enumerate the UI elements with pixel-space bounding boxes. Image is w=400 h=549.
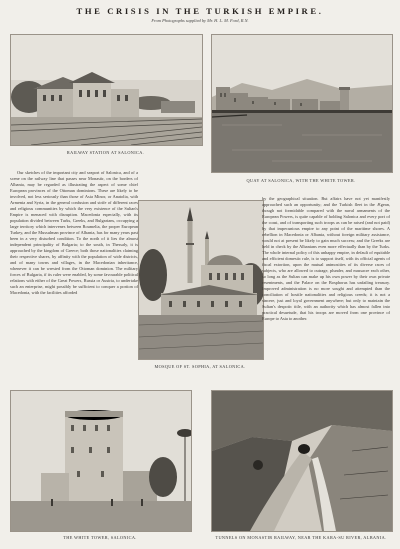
page-title: THE CRISIS IN THE TURKISH EMPIRE. (76, 6, 324, 16)
quay-caption: QUAY AT SALONICA, WITH THE WHITE TOWER. (246, 178, 356, 183)
page-subtitle: From Photographs supplied by Mr. H. L. M. Ford, R.N. (151, 18, 249, 23)
quay-photo (211, 34, 393, 173)
tunnels-photo (211, 390, 393, 532)
mosque-photo (138, 200, 264, 360)
article-right-text: by the geographical situation. But affairs have not yet manifestly approached such an opportunity; and the Turkish fleet in the Ægean, though not formidable compared with the naval armaments of the European Powers, is quite capable of holding Salonica and every port of the coast, and of transporting such troops as can be raised (and not paid) by that impecunious empire to any point of the maritime shores. A rebellion in Macedonia or Albania, without foreign military assistance, would not at present be likely to gain much success; and the Greeks are held in check by the Albanians even more effectually than by the Turks. The whole internal policy of this unhappy empire, in default of equitable and efficient domestic rule, is to support itself, with its official agents of fiscal extortion, upon the mutual animosities of its diverse races of subjects, who are allowed to outrage, plunder, and massacre each other, so long as the Sultan can make up his own power by their own private resentments, and the Palace on the Bosphorus has unfailing treasury. Improved administration is no more sought and attempted than the conciliation of hostile nationalities and religious creeds; it is not a sincere, just and loyal government anywhere; but only to maintain the Sultan's despotic title, with an authority which has almost fallen into practical desuetude, that his troops are moved from one province of Europe to Asia to another. (262, 196, 390, 321)
article-right-column (262, 196, 390, 382)
white-tower-caption: THE WHITE TOWER, SALONICA. (63, 535, 137, 540)
mosque-caption: MOSQUE OF ST. SOPHIA, AT SALONICA. (154, 364, 246, 369)
article-left-text: Our sketches of the important city and seaport of Salonica, and of a scene on the railway line that passes near Monastir, on the borders of Albania, may be regarded as illustrating the aspect of some chief European provinces of the Ottoman dominions. These are likely to be involved, not less seriously than those of Asia Minor, or Anatolia, with Armenia and Syria, in the general confusion and strife of different races and religious communities by which the very existence of the Sultan's Empire is menaced with disruption. Macedonia especially, with its population divided between Turks, Greeks, and Bulgarians, occupying a large territory which intervenes between Roumelia, the proper European Turkey, and the Mussulman province of Albania, has for many years past been in a very disturbed condition. To the north of it lies the almost independent principality of Bulgaria; to the south, in Thessaly, it is approached by the kingdom of Greece; both those nationalities claiming their respective shares, by affinity with the population of wide districts, and of many towns and villages, in the Macedonian inheritance, whenever it can be wrested from the Ottoman dominion. The military forces of Bulgaria, if its ruler were enabled, by some favourable political relations with either of the Great Powers, Russia or Austria, to undertake such an enterprise, might possibly be sufficient to conquer a portion of Macedonia, with the facilities afforded (10, 170, 138, 295)
railway-station-photo (10, 34, 203, 146)
article-left-column (10, 170, 138, 390)
white-tower-photo (10, 390, 192, 532)
tunnels-caption: TUNNELS ON MONASTIR RAILWAY, NEAR THE KARA-SU RIVER, ALBANIA. (215, 535, 387, 540)
railway-station-caption: RAILWAY STATION AT SALONICA. (66, 150, 145, 155)
